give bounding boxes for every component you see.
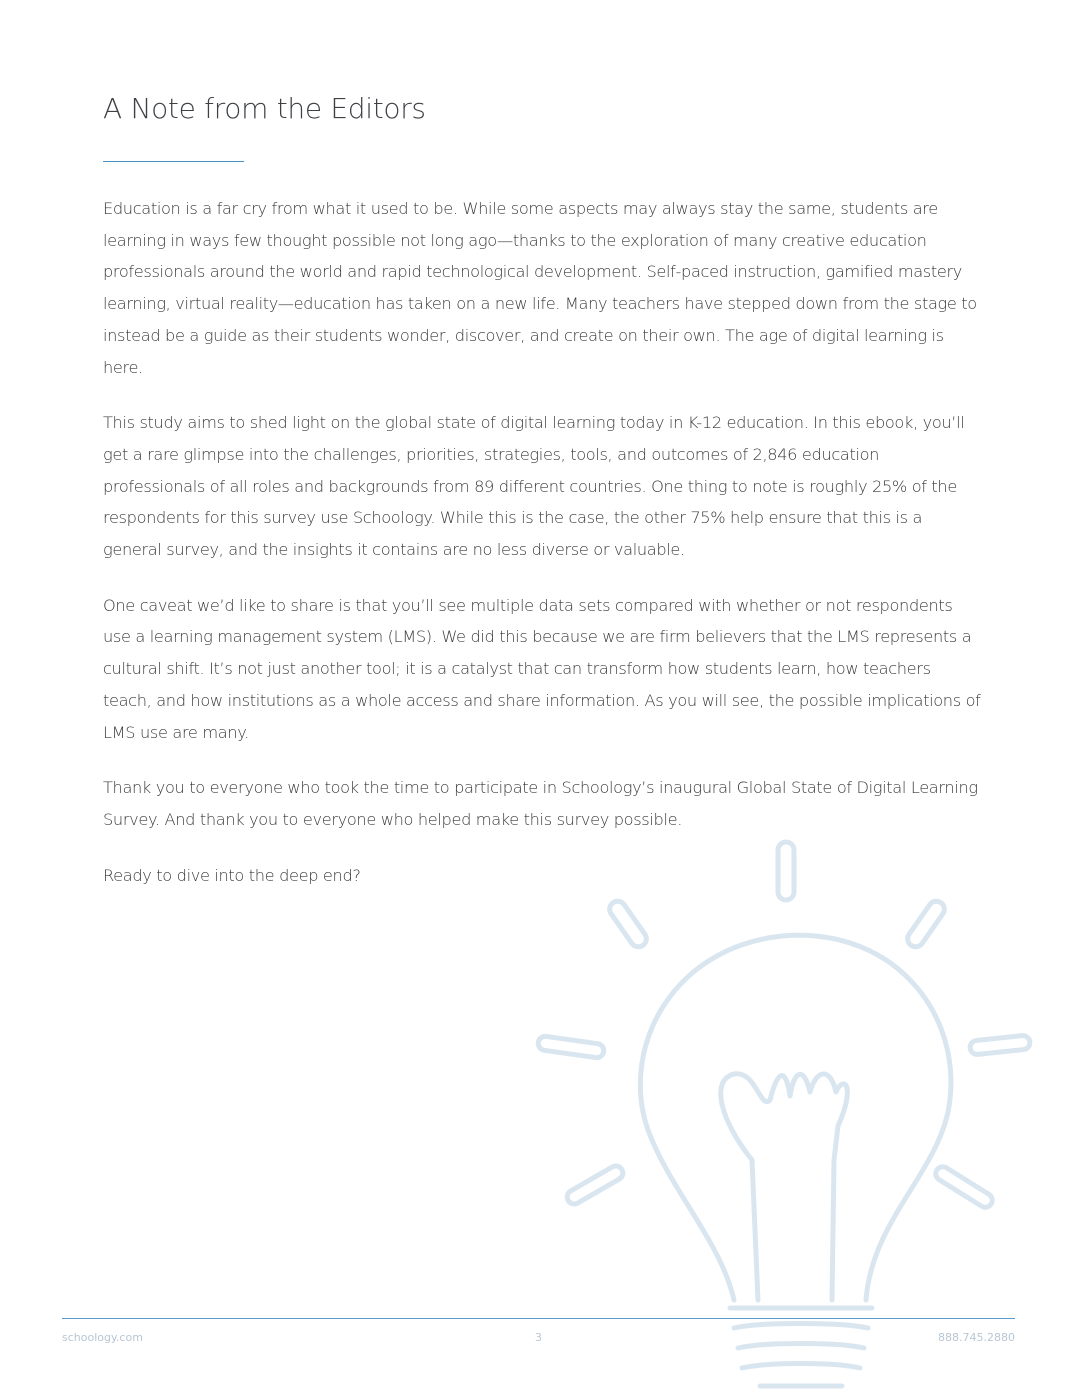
page-title: A Note from the Editors [103,92,426,125]
title-underline [103,161,244,162]
lightbulb-icon [520,830,1060,1398]
footer-phone: 888.745.2880 [938,1331,1015,1344]
footer-divider [62,1318,1015,1319]
paragraph-3: One caveat we’d like to share is that you’ll see multiple data sets compared with whether or not respondents use a learning management system (LMS). We did this because we are firm believers that the LMS represents a cultural shift. It’s not just another tool; it is a catalyst that can transform how students learn, how teachers teach, and how institutions as a whole access and share information. As you will see, the possible implications of LMS use are many. [103,595,981,742]
paragraph-4: Thank you to everyone who took the time to participate in Schoology’s inaugural Global State of Digital Learning Survey. And thank you to everyone who helped make this survey possible. [103,778,978,829]
paragraph-1: Education is a far cry from what it used to be. While some aspects may always stay the same, students are learning in ways few thought possible not long ago—thanks to the exploration of many creative education professionals around the world and rapid technological development. Self-paced instruction, gamified mastery learning, virtual reality—education has taken on a new life. Many teachers have stepped down from the stage to instead be a guide as their students wonder, discover, and create on their own. The age of digital learning is here. [103,199,977,377]
footer-page-number: 3 [535,1331,542,1344]
body-text [103,193,983,915]
paragraph-5: Ready to dive into the deep end? [103,865,361,885]
paragraph-2: This study aims to shed light on the global state of digital learning today in K-12 education. In this ebook, you’ll get a rare glimpse into the challenges, priorities, strategies, tools, and outcomes of 2,846 education professionals of all roles and backgrounds from 89 different countries. One thing to note is roughly 25% of the respondents for this survey use Schoology. While this is the case, the other 75% help ensure that this is a general survey, and the insights it contains are no less diverse or valuable. [103,413,965,560]
footer-website: schoology.com [62,1331,143,1344]
